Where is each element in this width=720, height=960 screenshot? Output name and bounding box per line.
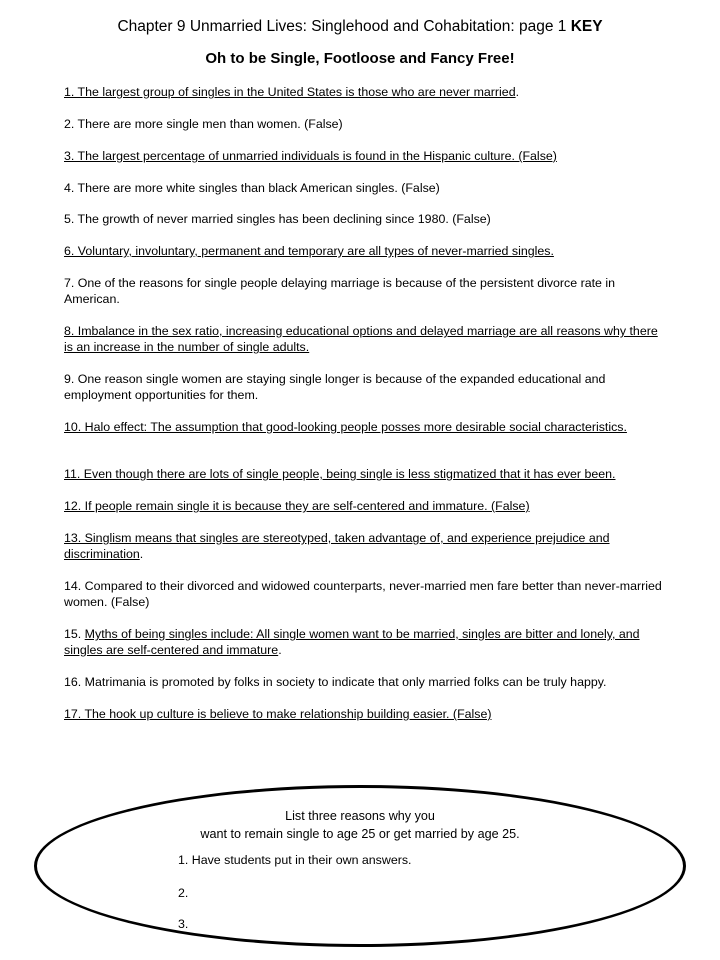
item-text: 10. Halo effect: The assumption that good-looking people posses more desirable social characteristics. <box>64 420 627 434</box>
list-item <box>64 371 664 403</box>
item-tail: . <box>515 85 520 99</box>
item-text: 8. Imbalance in the sex ratio, increasing educational options and delayed marriage are all reasons why there is an increase in the number of single adults. <box>64 324 658 354</box>
list-item <box>64 243 664 259</box>
title-key: KEY <box>570 18 603 35</box>
oval-prompt-line2: want to remain single to age 25 or get married by age 25. <box>200 827 520 841</box>
item-text: 7. One of the reasons for single people delaying marriage is because of the persistent divorce rate in American. <box>64 276 616 306</box>
item-text: 4. There are more white singles than black American singles. (False) <box>64 181 440 195</box>
item-text: 2. There are more single men than women. (False) <box>64 117 343 131</box>
item-text: 11. Even though there are lots of single people, being single is less stigmatized that it has ever been. <box>64 467 616 481</box>
item-text: 1. The largest group of singles in the United States is those who are never married <box>64 85 516 99</box>
list-item <box>64 466 664 482</box>
oval-prompt-line1: List three reasons why you <box>285 809 435 823</box>
list-item <box>64 626 664 658</box>
list-item <box>64 498 664 514</box>
item-text: 14. Compared to their divorced and widowed counterparts, never-married men fare better than never-married women. (False) <box>64 579 662 609</box>
item-lead: 15. <box>64 627 85 641</box>
page-title <box>0 18 720 36</box>
item-tail: . <box>278 643 282 657</box>
item-text: Myths of being singles include: All single women want to be married, singles are bitter and lonely, and singles are self-centered and immature <box>64 627 640 657</box>
list-item <box>64 275 664 307</box>
list-item <box>64 419 664 435</box>
oval-answer-2: 2. <box>178 886 189 900</box>
item-text: 13. Singlism means that singles are stereotyped, taken advantage of, and experience prejudice and discrimination <box>64 531 610 561</box>
page-subtitle: Oh to be Single, Footloose and Fancy Free! <box>205 50 515 67</box>
item-tail: . <box>139 547 144 561</box>
item-text: 12. If people remain single it is because they are self-centered and immature. (False) <box>64 499 530 513</box>
oval-answer-1: 1. Have students put in their own answers. <box>178 853 412 867</box>
item-text: 17. The hook up culture is believe to make relationship building easier. (False) <box>64 707 492 721</box>
item-text: 5. The growth of never married singles has been declining since 1980. (False) <box>64 212 491 226</box>
item-text: 6. Voluntary, involuntary, permanent and temporary are all types of never-married singles. <box>64 244 554 258</box>
title-text: Chapter 9 Unmarried Lives: Singlehood and Cohabitation: page 1 <box>117 18 571 35</box>
oval-answer-3: 3. <box>178 917 189 931</box>
list-item <box>64 674 664 690</box>
list-item <box>64 116 664 132</box>
list-item <box>64 706 664 722</box>
list-item <box>64 84 664 100</box>
list-item <box>64 180 664 196</box>
item-text: 9. One reason single women are staying single longer is because of the expanded educational and employment opportunities for them. <box>64 372 606 402</box>
item-text: 16. Matrimania is promoted by folks in society to indicate that only married folks can be truly happy. <box>64 675 607 689</box>
list-item <box>64 323 664 355</box>
item-text: 3. The largest percentage of unmarried individuals is found in the Hispanic culture. (False) <box>64 149 557 163</box>
list-item <box>64 530 664 562</box>
list-item <box>64 148 664 164</box>
list-item <box>64 211 664 227</box>
list-item <box>64 578 664 610</box>
